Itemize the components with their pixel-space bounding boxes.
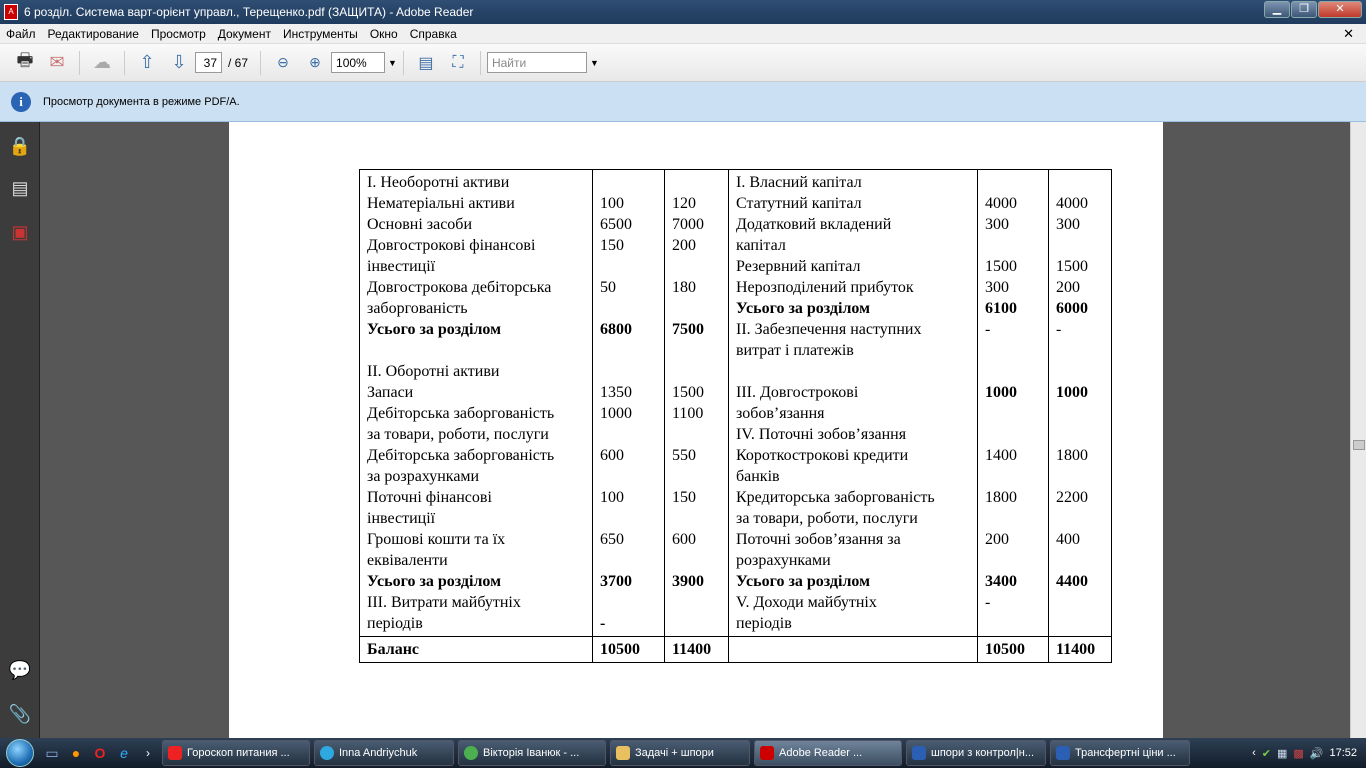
liabilities-start — [978, 170, 1049, 637]
table-cell-value: 1500 — [672, 384, 704, 401]
table-cell-value — [985, 550, 1041, 571]
zoom-select[interactable]: 100% — [331, 52, 385, 73]
table-cell-label: Додатковий вкладений — [736, 216, 892, 233]
table-cell-value: 120 — [672, 195, 696, 212]
task-item-active[interactable]: Adobe Reader ... — [754, 740, 902, 766]
window-title: 6 розділ. Система варт-орієнт управл., Терещенко.pdf (ЗАЩИТА) - Adobe Reader — [24, 5, 474, 19]
table-cell-value — [985, 613, 1041, 634]
table-cell-value — [985, 466, 1041, 487]
table-cell-value — [1056, 592, 1104, 613]
table-cell-label: Усього за розділом — [367, 321, 502, 338]
table-cell-label: зобов’язання — [736, 405, 825, 422]
menu-view[interactable]: Просмотр — [150, 26, 206, 41]
table-cell-value — [985, 235, 1041, 256]
table-cell-value — [672, 172, 721, 193]
balance-label: Баланс — [360, 637, 593, 663]
table-cell-value — [1056, 172, 1104, 193]
document-viewer[interactable] — [40, 122, 1350, 738]
table-cell-label: за розрахунками — [367, 468, 480, 485]
balance-empty — [729, 637, 978, 663]
system-tray — [1249, 747, 1366, 760]
table-cell-value: 3900 — [672, 573, 704, 590]
table-cell-value: 4400 — [1056, 573, 1088, 590]
menu-help[interactable]: Справка — [409, 26, 457, 41]
toolbar-separator — [79, 51, 80, 75]
table-cell-value: - — [1056, 321, 1062, 338]
chevron-down-icon[interactable]: ▼ — [388, 57, 397, 68]
table-cell-label: інвестиції — [367, 258, 436, 275]
table-cell-value — [672, 592, 721, 613]
table-cell-value: 7500 — [672, 321, 704, 338]
info-message: Просмотр документа в режиме PDF/A. — [43, 95, 240, 108]
table-cell-label: Статутний капітал — [736, 195, 862, 212]
table-cell-label: Поточні фінансові — [367, 489, 492, 506]
table-cell-value: 1400 — [985, 447, 1017, 464]
table-cell-value: 300 — [985, 216, 1009, 233]
table-cell-label: I. Необоротні активи — [367, 174, 510, 191]
table-cell-value: 1500 — [1056, 258, 1088, 275]
table-cell-value — [985, 508, 1041, 529]
ie-icon[interactable]: e — [120, 745, 128, 761]
table-cell-value: 50 — [600, 279, 616, 296]
comment-icon[interactable]: ☁ — [93, 52, 111, 72]
table-cell-value — [672, 508, 721, 529]
task-item[interactable]: шпори з контрол|н... — [906, 740, 1046, 766]
table-row — [360, 170, 1112, 637]
language-flag-icon[interactable]: ▩ — [1293, 747, 1304, 760]
menu-window[interactable]: Окно — [369, 26, 398, 41]
table-cell-label: Грошові кошти та їх — [367, 531, 506, 548]
table-cell-value: 100 — [600, 195, 624, 212]
table-cell-value: 6800 — [600, 321, 632, 338]
table-cell-label: IV. Поточні зобов’язання — [736, 426, 907, 443]
table-cell-value: 3700 — [600, 573, 632, 590]
table-cell-value: 2200 — [1056, 489, 1088, 506]
table-cell-value — [672, 466, 721, 487]
task-item[interactable]: Inna Andriychuk — [314, 740, 454, 766]
table-cell-label: II. Оборотні активи — [367, 363, 500, 380]
network-icon[interactable]: ▦ — [1276, 747, 1288, 760]
table-cell-label: Запаси — [367, 384, 414, 401]
table-cell-label: інвестиції — [367, 510, 436, 527]
table-cell-label: розрахунками — [736, 552, 831, 569]
chevron-down-icon[interactable]: ▼ — [589, 57, 599, 68]
table-cell-value — [600, 256, 657, 277]
zoom-in-icon[interactable]: ⊕ — [309, 54, 321, 70]
fit-page-icon[interactable]: ⛶ — [452, 53, 464, 71]
table-cell-value — [672, 298, 721, 319]
firefox-icon[interactable]: ● — [71, 745, 81, 761]
table-cell-label: III. Витрати майбутніх — [367, 594, 521, 611]
balance-assets-end: 11400 — [665, 637, 729, 663]
pdfa-info-bar — [0, 82, 1366, 122]
table-cell-label: Дебіторська заборгованість — [367, 447, 555, 464]
table-cell-label: Резервний капітал — [736, 258, 861, 275]
task-item[interactable]: Трансфертні ціни ... — [1050, 740, 1190, 766]
table-cell-value: 1000 — [985, 384, 1017, 401]
table-cell-value: 3400 — [985, 573, 1017, 590]
security-icon[interactable]: ✔ — [1261, 747, 1271, 760]
table-cell-value — [672, 550, 721, 571]
folder-icon — [616, 746, 630, 760]
table-cell-value — [985, 361, 1041, 382]
table-cell-value — [600, 508, 657, 529]
assets-end — [665, 170, 729, 637]
table-cell-value — [600, 466, 657, 487]
table-cell-value: 4000 — [985, 195, 1017, 212]
table-cell-value — [672, 361, 721, 382]
skype-icon — [320, 746, 334, 760]
table-cell-label: Усього за розділом — [736, 300, 871, 317]
table-cell-label: Нерозподілений прибуток — [736, 279, 914, 296]
liabilities-end — [1049, 170, 1112, 637]
zoom-out-icon[interactable]: ⊖ — [277, 54, 289, 70]
page-number-input[interactable]: 37 — [195, 52, 222, 73]
table-cell-value: 600 — [672, 531, 696, 548]
liabilities-labels — [729, 170, 978, 637]
table-cell-label: Довгострокові фінансові — [367, 237, 536, 254]
close-button[interactable]: ✕ — [1318, 1, 1362, 18]
table-cell-value — [985, 340, 1041, 361]
toolbar-separator — [480, 51, 481, 75]
table-cell-label: еквіваленти — [367, 552, 448, 569]
chrome-icon — [464, 746, 478, 760]
table-cell-label: за товари, роботи, послуги — [736, 510, 918, 527]
assets-start — [593, 170, 665, 637]
table-cell-value — [1056, 361, 1104, 382]
table-cell-label: V. Доходи майбутніх — [736, 594, 877, 611]
lock-icon[interactable]: 🔒 — [8, 135, 32, 156]
show-desktop-icon[interactable]: ▭ — [45, 744, 59, 761]
table-cell-value — [672, 340, 721, 361]
balance-row — [360, 637, 1112, 663]
word-icon — [1056, 746, 1070, 760]
table-cell-label — [367, 340, 585, 361]
minimize-button[interactable]: ▁ — [1264, 1, 1290, 18]
task-item[interactable]: Гороскоп питания ... — [162, 740, 310, 766]
table-cell-value: 200 — [985, 531, 1009, 548]
menu-edit[interactable]: Редактирование — [47, 26, 139, 41]
toolbar-separator — [124, 51, 125, 75]
table-cell-label: витрат і платежів — [736, 342, 854, 359]
windows-logo-icon — [6, 739, 34, 767]
table-cell-value — [985, 172, 1041, 193]
table-cell-label: періодів — [736, 615, 792, 632]
table-cell-value: 6100 — [985, 300, 1017, 317]
table-cell-label: II. Забезпечення наступних — [736, 321, 922, 338]
table-cell-value — [985, 424, 1041, 445]
pages-icon[interactable]: ▤ — [11, 177, 29, 198]
table-cell-value — [600, 592, 657, 613]
table-cell-value — [600, 298, 657, 319]
menu-file[interactable]: Файл — [6, 26, 36, 41]
table-cell-value: 1350 — [600, 384, 632, 401]
word-icon — [912, 746, 926, 760]
table-cell-value — [672, 256, 721, 277]
table-cell-value: 1800 — [1056, 447, 1088, 464]
info-icon: i — [11, 92, 31, 112]
table-cell-value — [600, 424, 657, 445]
menu-document[interactable]: Документ — [217, 26, 271, 41]
table-cell-value: 1000 — [1056, 384, 1088, 401]
table-cell-value — [1056, 508, 1104, 529]
start-button[interactable] — [0, 738, 40, 768]
balance-liabilities-end: 11400 — [1049, 637, 1112, 663]
table-cell-value: - — [600, 615, 606, 632]
table-cell-value: 7000 — [672, 216, 704, 233]
window-controls — [1263, 1, 1362, 18]
table-cell-value — [672, 613, 721, 634]
balance-liabilities-start: 10500 — [978, 637, 1049, 663]
table-cell-value — [1056, 340, 1104, 361]
task-item[interactable]: Задачі + шпори — [610, 740, 750, 766]
table-cell-label: Дебіторська заборгованість — [367, 405, 555, 422]
table-cell-value: 4000 — [1056, 195, 1088, 212]
table-cell-value — [1056, 613, 1104, 634]
table-cell-label: Кредиторська заборгованість — [736, 489, 935, 506]
table-cell-label: Нематеріальні активи — [367, 195, 515, 212]
table-cell-value: 150 — [600, 237, 624, 254]
table-cell-value — [672, 424, 721, 445]
table-cell-value: 1000 — [600, 405, 632, 422]
table-cell-label: банків — [736, 468, 780, 485]
table-cell-value: 1800 — [985, 489, 1017, 506]
scrollbar-thumb[interactable] — [1353, 440, 1365, 450]
table-cell-value: 600 — [600, 447, 624, 464]
table-cell-value — [1056, 235, 1104, 256]
menu-tools[interactable]: Инструменты — [282, 26, 358, 41]
table-cell-value: 180 — [672, 279, 696, 296]
toolbar — [0, 44, 1366, 82]
volume-icon[interactable]: 🔊 — [1309, 747, 1324, 760]
quicklaunch-more-icon[interactable]: › — [146, 746, 150, 760]
table-cell-value: 100 — [600, 489, 624, 506]
table-cell-value: - — [985, 594, 991, 611]
balance-assets-start: 10500 — [593, 637, 665, 663]
menu-bar — [0, 24, 1366, 44]
table-cell-value: 150 — [672, 489, 696, 506]
balance-table — [359, 169, 1112, 663]
table-cell-label: заборгованість — [367, 300, 468, 317]
table-cell-value — [600, 172, 657, 193]
table-cell-value — [1056, 403, 1104, 424]
table-cell-value — [1056, 424, 1104, 445]
opera-icon — [168, 746, 182, 760]
pdf-app-icon: A — [4, 4, 18, 20]
table-cell-value — [985, 403, 1041, 424]
document-close-icon[interactable]: ✕ — [1343, 25, 1354, 41]
maximize-button[interactable]: ❐ — [1291, 1, 1317, 18]
table-cell-label: Поточні зобов’язання за — [736, 531, 901, 548]
paperclip-icon[interactable]: 📎 — [8, 703, 32, 724]
title-bar — [0, 0, 1366, 24]
table-cell-label: періодів — [367, 615, 423, 632]
table-cell-label: I. Власний капітал — [736, 174, 862, 191]
assets-labels — [360, 170, 593, 637]
table-cell-value: 1100 — [672, 405, 704, 422]
table-cell-label — [736, 361, 970, 382]
navigation-panel — [0, 122, 40, 738]
table-cell-label: Короткострокові кредити — [736, 447, 909, 464]
table-cell-label: Усього за розділом — [736, 573, 871, 590]
table-cell-value: 6000 — [1056, 300, 1088, 317]
toolbar-separator — [403, 51, 404, 75]
table-cell-value: 1500 — [985, 258, 1017, 275]
table-cell-value: 300 — [985, 279, 1009, 296]
share-icon[interactable]: ✉ — [49, 52, 65, 72]
pdf-page — [229, 122, 1163, 738]
print-icon[interactable]: 🖶 — [16, 49, 34, 70]
previous-page-icon[interactable]: ⇧ — [139, 52, 155, 72]
task-item[interactable]: Вікторія Іванюк - ... — [458, 740, 606, 766]
table-cell-label: Довгострокова дебіторська — [367, 279, 552, 296]
table-cell-label: III. Довгострокові — [736, 384, 859, 401]
table-cell-value — [600, 340, 657, 361]
page-total: / 67 — [228, 55, 249, 70]
attachments-icon[interactable]: ▣ — [11, 221, 29, 242]
table-cell-value: - — [985, 321, 991, 338]
next-page-icon[interactable]: ⇩ — [171, 52, 187, 72]
opera-icon[interactable]: O — [94, 745, 106, 761]
table-cell-value: 6500 — [600, 216, 632, 233]
table-cell-label: за товари, роботи, послуги — [367, 426, 549, 443]
table-cell-label: капітал — [736, 237, 786, 254]
search-input[interactable]: Найти — [487, 52, 587, 73]
table-cell-value: 650 — [600, 531, 624, 548]
table-cell-label: Основні засоби — [367, 216, 473, 233]
table-cell-value: 300 — [1056, 216, 1080, 233]
table-cell-value — [600, 550, 657, 571]
taskbar — [0, 738, 1366, 768]
table-cell-value — [1056, 550, 1104, 571]
table-cell-value — [1056, 466, 1104, 487]
table-cell-value: 200 — [1056, 279, 1080, 296]
comments-icon[interactable]: 💬 — [8, 659, 32, 680]
table-cell-value: 550 — [672, 447, 696, 464]
table-cell-value — [600, 361, 657, 382]
table-cell-value: 400 — [1056, 531, 1080, 548]
toolbar-separator — [260, 51, 261, 75]
clock[interactable]: 17:52 — [1329, 747, 1357, 759]
fit-width-icon[interactable]: ▤ — [418, 54, 434, 72]
adobe-reader-icon — [760, 746, 774, 760]
tray-expand-icon[interactable]: ‹ — [1252, 747, 1256, 759]
table-cell-label: Усього за розділом — [367, 573, 502, 590]
vertical-scrollbar[interactable] — [1350, 122, 1366, 738]
table-cell-value: 200 — [672, 237, 696, 254]
